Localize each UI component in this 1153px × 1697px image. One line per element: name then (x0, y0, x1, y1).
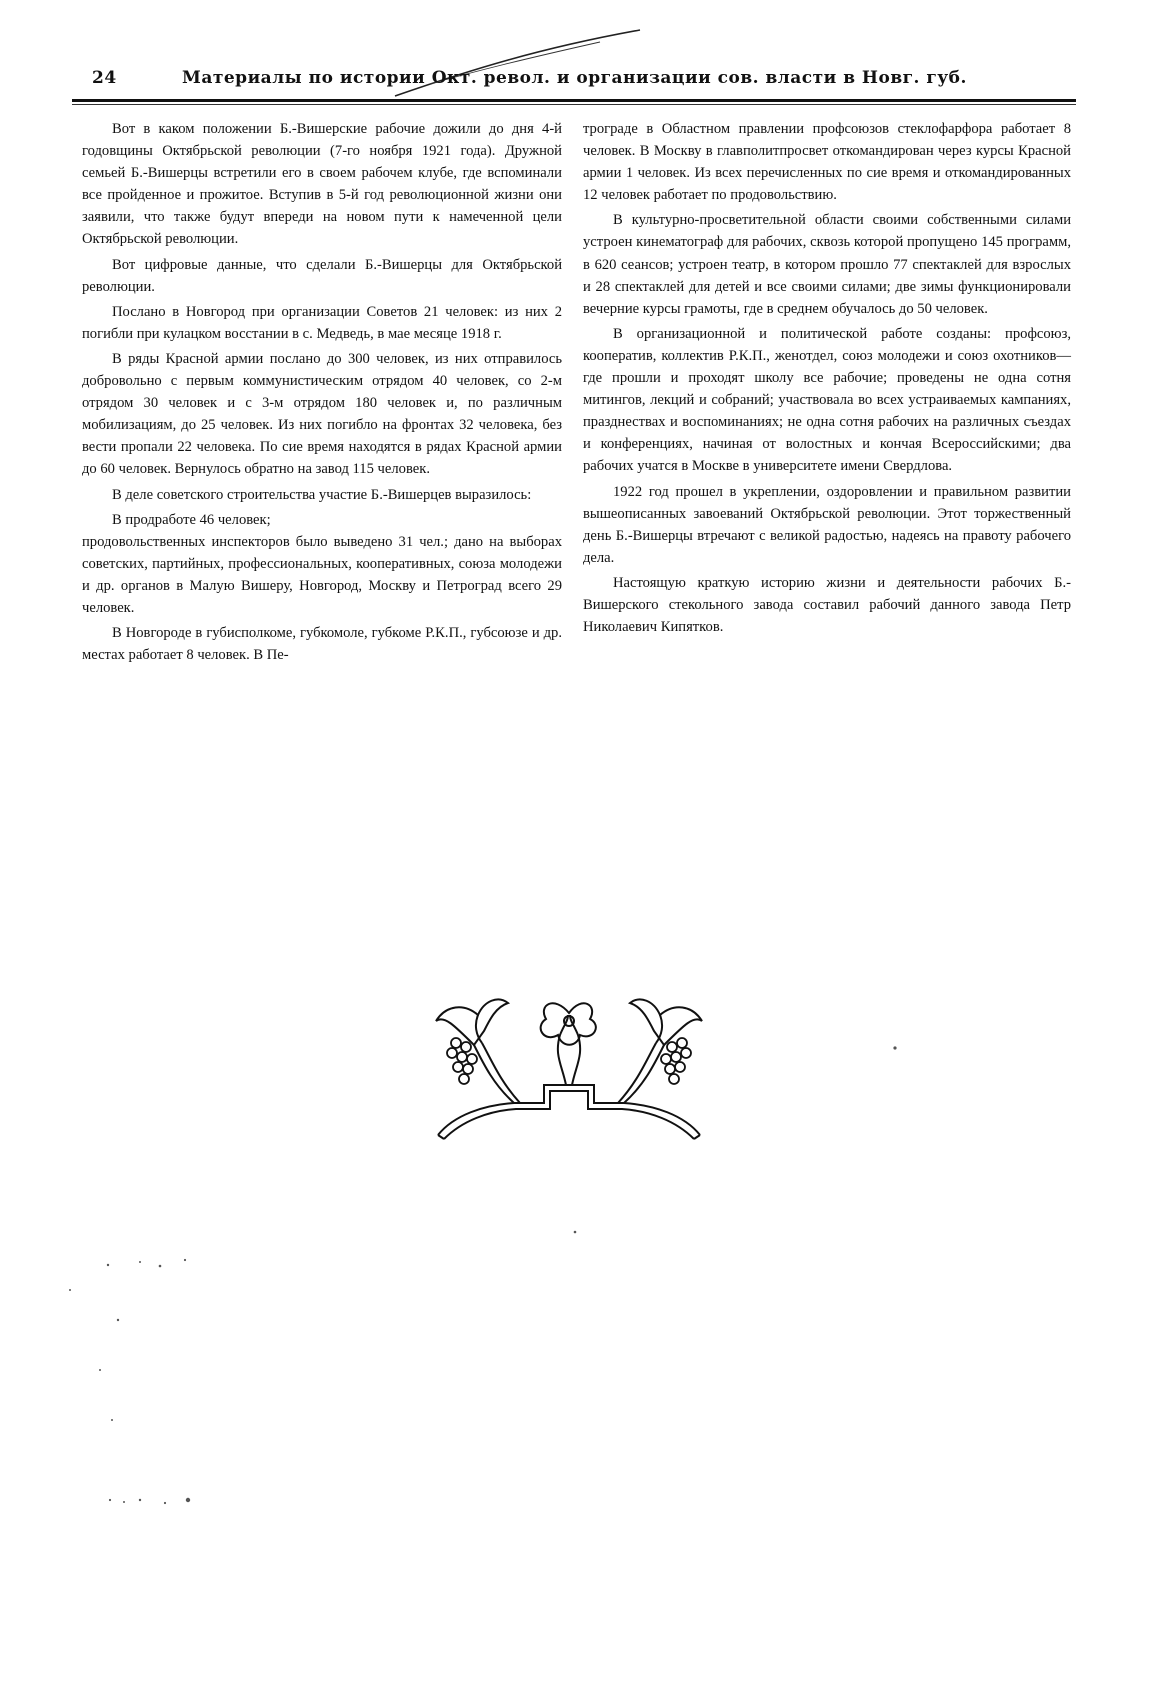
floral-vignette-icon (434, 985, 704, 1145)
running-header (92, 68, 1072, 94)
paragraph: В ряды Красной армии послано до 300 человек, из них отправилось добровольно с первым коммунистическим отрядом 40 человек, со 2-м отрядом 30 человек и с 3-м отрядом 180 человек и, по различным мобилизациям, до 25 человек. Из них погибло на фронтах 32 человека, без вести пропали 22 человека. По сие время находятся в рядах Красной армии до 60 человек. Вернулось обратно на завод 115 человек. (82, 350, 562, 478)
paragraph: В культурно-просветительной области своими собственными силами устроен кинематограф для рабочих, сквозь которой пропущено 145 программ, в 620 сеансов; устроен театр, в котором прошло 77 спектаклей для взрослых и 28 спектаклей для детей и все своими силами; две зимы функционировали вечерние курсы грамоты, где в среднем обучалось до 50 человек. (583, 212, 1071, 317)
paragraph: В организационной и политической работе созданы: профсоюз, кооператив, коллектив Р.К.П., женотдел, союз молодежи и союз охотников—где прошли и проходят школу все рабочие; проведены не одна сотня митингов, лекций и собраний; участвовала во всех устраиваемых кампаниях, празднествах и воспоминаниях; не одна сотня рабочих на различных съездах и конференциях, начиная от волостных и кончая Всероссийскими; два рабочих учатся в Москве в университете имени Свердлова. (583, 325, 1071, 475)
paragraph: Настоящую краткую историю жизни и деятельности рабочих Б.-Вишерского стекольного завода составил рабочий данного завода Петр Николаевич Кипятков. (583, 574, 1071, 636)
paragraph: 1922 год прошел в укреплении, оздоровлении и правильном развитии вышеописанных завоеваний Октябрьской революции. Этот торжественный день Б.-Вишерцы втречают с великой радостью, надеясь на правоту рабочего дела. (583, 483, 1071, 566)
header-rule-thin (72, 104, 1076, 105)
page-number: 24 (92, 68, 117, 88)
left-column (82, 118, 562, 666)
right-column (583, 118, 1071, 638)
paragraph: В Новгороде в губисполкоме, губкомоле, губкоме Р.К.П., губсоюзе и др. местах работает 8 человек. В Пе- (82, 625, 562, 664)
paragraph: Вот в каком положении Б.-Вишерские рабочие дожили до дня 4-й годовщины Октябрьской революции (7-го ноября 1921 года). Дружной семьей Б.-Вишерцы встретили его в своем рабочем клубе, где вспоминали все пройденное и прожитое. Вступив в 5-й год революционной жизни они заявили, что также будут впереди на новом пути к намеченной цели Октябрьской революции. (82, 121, 562, 248)
paragraph: В деле советского строительства участие Б.-Вишерцев выразилось: (112, 486, 532, 503)
paragraph: трограде в Областном правлении профсоюзов стеклофарфора работает 8 человек. В Москву в главполитпросвет откомандирован через курсы Красной армии 1 человек. Из всех перечисленных по сие время и откомандированных 12 человек работает по продовольствию. (583, 121, 1071, 204)
pen-stroke-mark (0, 0, 1153, 120)
header-rule-thick (72, 99, 1076, 102)
paragraph: продовольственных инспекторов было выведено 31 чел.; дано на выборах советских, партийных, профессиональных, кооперативных, союза молодежи и др. органов в Малую Вишеру, Новгород, Москву и Петроград всего 29 человек. (82, 533, 562, 616)
running-title: Материалы по истории Окт. револ. и организации сов. власти в Новг. губ. (182, 68, 967, 88)
paragraph: В продработе 46 человек; (112, 511, 271, 528)
paragraph: Вот цифровые данные, что сделали Б.-Вишерцы для Октябрьской революции. (82, 256, 562, 295)
paragraph: Послано в Новгород при организации Советов 21 человек: из них 2 погибли при кулацком восстании в с. Медведь, в мае месяце 1918 г. (82, 303, 562, 342)
